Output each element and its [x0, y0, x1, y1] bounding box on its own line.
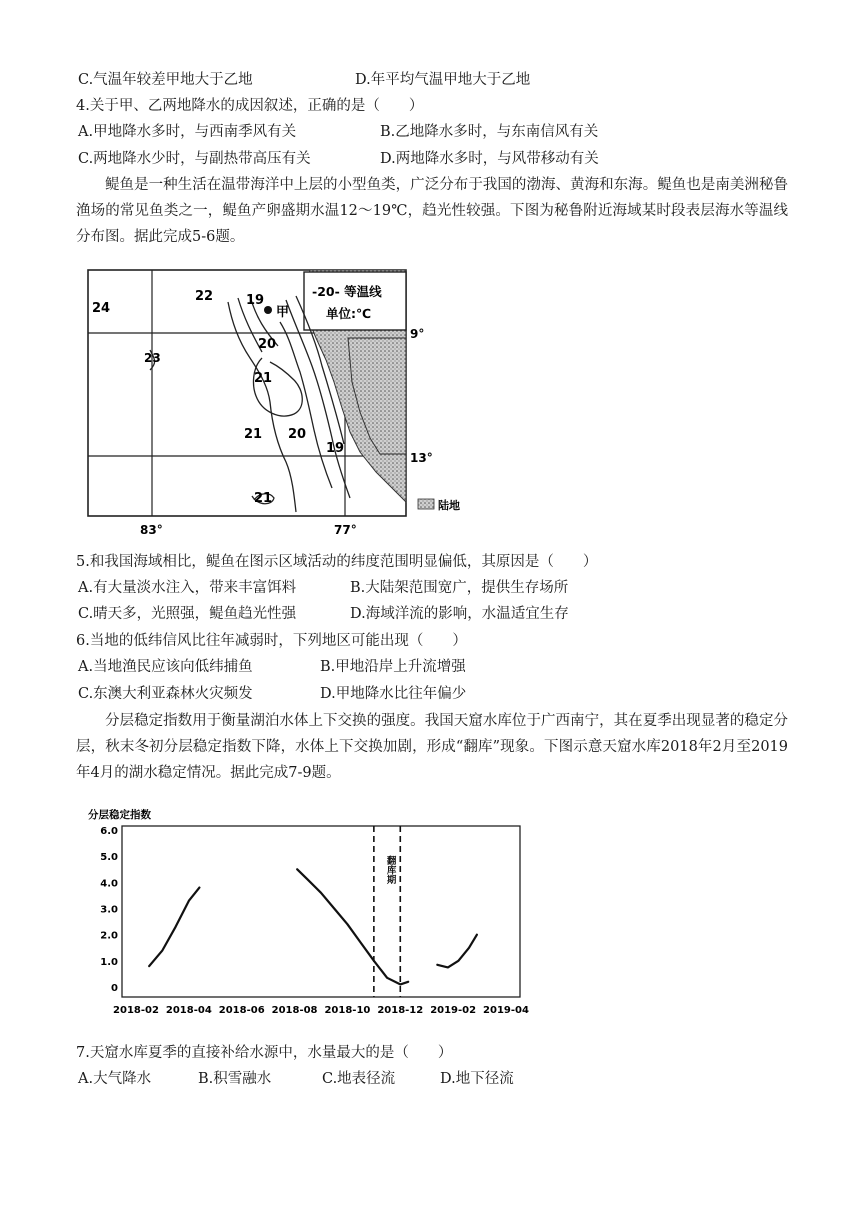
- x-tick-label: 2018-04: [165, 1005, 212, 1016]
- series-line: [297, 869, 408, 984]
- question-stem: 5.和我国海域相比，鳀鱼在图示区域活动的纬度范围明显偏低，其原因是（ ）: [76, 554, 598, 570]
- plot-frame: [122, 826, 520, 997]
- x-tick-label: 2019-04: [483, 1005, 529, 1016]
- longitude-label: 83°: [140, 523, 163, 537]
- point-jia: [264, 306, 272, 314]
- isotherm-label: 21: [254, 371, 273, 386]
- latitude-label: 13°: [410, 451, 433, 465]
- option-b: B.甲地沿岸上升流增强: [320, 659, 466, 675]
- x-tick-label: 2018-08: [271, 1005, 318, 1016]
- y-tick-label: 1.0: [100, 956, 118, 968]
- x-tick-label: 2018-06: [218, 1005, 265, 1016]
- option-c: C.晴天多，光照强，鳀鱼趋光性强: [78, 606, 297, 622]
- passage-text: 鳀鱼是一种生活在温带海洋中上层的小型鱼类，广泛分布于我国的渤海、黄海和东海。鳀鱼也是南美洲秘鲁渔场的常见鱼类之一，鳀鱼产卵盛期水温12～19℃，趋光性较强。下图为秘鲁附近海域某时段表层海水等温线分布图。据此完成5-6题。: [76, 177, 788, 245]
- y-tick-label: 6.0: [100, 826, 118, 837]
- x-tick-label: 2018-02: [113, 1005, 159, 1016]
- option-d: D.甲地降水比往年偏少: [320, 686, 467, 702]
- option-a: A.甲地降水多时，与西南季风有关: [78, 124, 297, 140]
- y-tick-label: 5.0: [100, 852, 118, 864]
- option-d: D.地下径流: [440, 1071, 514, 1087]
- isotherm-label: 23: [144, 351, 161, 365]
- question-stem: 7.天窟水库夏季的直接补给水源中，水量最大的是（ ）: [76, 1045, 453, 1061]
- isotherm-label: 19: [326, 441, 345, 456]
- isotherm-label: 20: [288, 427, 307, 442]
- legend-isotherm: -20- 等温线: [312, 284, 382, 299]
- passage-text: 分层稳定指数用于衡量湖泊水体上下交换的强度。我国天窟水库位于广西南宁，其在夏季出现显著的稳定分层，秋末冬初分层稳定指数下降，水体上下交换加剧，形成“翻库”现象。下图示意天窟水库2018年2月至2019年4月的湖水稳定情况。据此完成7-9题。: [76, 713, 788, 781]
- isotherm-label: 22: [195, 289, 214, 304]
- series-line: [149, 888, 199, 967]
- option-a: A.当地渔民应该向低纬捕鱼: [78, 659, 253, 675]
- x-tick-label: 2018-10: [324, 1005, 371, 1016]
- y-tick-label: 4.0: [100, 878, 118, 890]
- question-stem: 6.当地的低纬信风比往年减弱时，下列地区可能出现（ ）: [76, 633, 467, 649]
- y-tick-label: 0: [111, 983, 118, 994]
- series-line: [437, 935, 477, 968]
- isotherm-label: 24: [92, 301, 111, 316]
- option-d: D.两地降水多时，与风带移动有关: [380, 151, 599, 167]
- x-tick-label: 2019-02: [430, 1005, 477, 1016]
- isotherm-label: 20: [258, 337, 277, 352]
- land-legend-swatch: [418, 499, 434, 509]
- y-tick-label: 3.0: [100, 904, 118, 916]
- period-label: 翻库期: [384, 855, 396, 885]
- isotherm-label: 21: [244, 427, 263, 442]
- option-d: D.年平均气温甲地大于乙地: [355, 72, 531, 88]
- option-a: A.大气降水: [78, 1071, 152, 1087]
- option-b: B.大陆架范围宽广，提供生存场所: [350, 580, 569, 596]
- option-b: B.乙地降水多时，与东南信风有关: [380, 124, 599, 140]
- option-c: C.东澳大利亚森林火灾频发: [78, 686, 253, 702]
- stability-index-chart: [80, 800, 540, 1022]
- y-axis-label: 分层稳定指数: [88, 809, 151, 821]
- isotherm-line: [254, 358, 303, 416]
- isotherm-label: 21: [254, 491, 273, 506]
- point-label: 甲: [276, 305, 290, 320]
- x-tick-label: 2018-12: [377, 1005, 424, 1016]
- y-tick-label: 2.0: [100, 930, 118, 942]
- latitude-label: 9°: [410, 327, 425, 341]
- option-d: D.海域洋流的影响，水温适宜生存: [350, 606, 569, 622]
- option-c: C.地表径流: [322, 1071, 396, 1087]
- option-a: A.有大量淡水注入，带来丰富饵料: [78, 580, 297, 596]
- legend-unit: 单位:℃: [326, 306, 372, 321]
- legend-land: 陆地: [438, 499, 460, 512]
- isotherm-label: 19: [246, 293, 265, 308]
- option-c: C.气温年较差甲地大于乙地: [78, 72, 253, 88]
- question-stem: 4.关于甲、乙两地降水的成因叙述，正确的是（ ）: [76, 98, 424, 114]
- option-c: C.两地降水少时，与副热带高压有关: [78, 151, 311, 167]
- isotherm-map: [80, 262, 480, 542]
- option-b: B.积雪融水: [198, 1071, 272, 1087]
- longitude-label: 77°: [334, 523, 357, 537]
